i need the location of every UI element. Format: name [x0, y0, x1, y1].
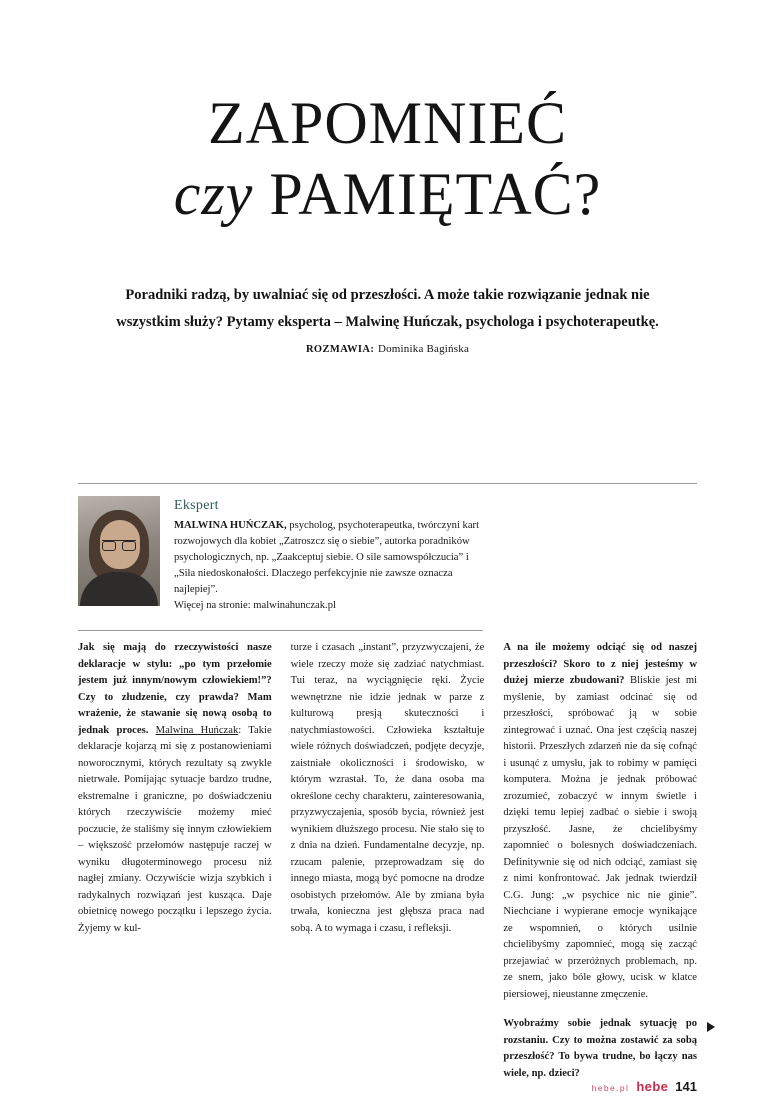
expert-name: MALWINA HUŃCZAK, [174, 520, 287, 531]
page-number: 141 [675, 1079, 697, 1094]
answer-2: Bliskie jest mi myślenie, by zamiast odcinać się od przeszłości, spróbować ją w sobie zintegrować i uznać. Ona jest częścią naszej historii. Przeszłych zdarzeń nie da się cofnąć i usunąć z umysłu, jak to robimy w pamięci komputera. Można je jednak próbować zrozumieć, zobaczyć w innym świetle i dzięki temu lepiej zadbać o siebie i swoją przyszłość. Jasne, że chcielibyśmy zapomnieć o bolesnych doświadczeniach. Definitywnie się od nich odciąć, zamiast się z nimi konfrontować. Jak jednak twierdził C.G. Jung: „w psychice nic nie ginie”. Niechciane i wypierane emocje wynikające ze wspomnień, o których usilnie chcielibyśmy zapomnieć, mogą się zacząć przejawiać w przeróżnych problemach, np. ze snem, jako bóle głowy, ucisk w klatce piersiowej, nieustanne zmęczenie. [503, 675, 698, 1000]
lead-text: Poradniki radzą, by uwalniać się od przeszłości. A może takie rozwiązanie jednak nie wszystkim służy? Pytamy eksperta – Malwinę Huńczak, psychologa i psychoterapeutkę. [116, 286, 659, 330]
expert-label: Ekspert [174, 498, 219, 513]
footer-brand: hebe [636, 1079, 669, 1094]
column-1 [78, 640, 272, 1082]
expert-info [174, 496, 483, 615]
divider-top [78, 483, 697, 484]
question-1: Jak się mają do rzeczywistości nasze deklaracje w stylu: „po tym przełomie jestem już innym/nowym człowiekiem!”? Czy to złudzenie, czy prawda? Mam wrażenie, że stawanie się nową osobą to jednak proces. [78, 642, 272, 736]
glasses-icon [102, 540, 136, 549]
footer-url: hebe.pl [591, 1083, 630, 1093]
lead-paragraph [115, 282, 660, 362]
expert-description: psycholog, psychoterapeutka, twórczyni kart rozwojowych dla kobiet „Zatroszcz się o siebie”, autorka poradników psychologicznych, np. „Zaakceptuj siebie. O sile samowspółczucia” i „Siła niedoskonałości. Dlaczego perfekcyjnie nie zawsze oznacza najlepiej”. [174, 520, 480, 596]
column-3-text [503, 640, 697, 1082]
headline-rest-word: PAMIĘTAĆ? [253, 161, 602, 227]
expert-bio [174, 518, 483, 615]
expert-box [78, 496, 483, 615]
article-columns [78, 640, 697, 1082]
page-footer [592, 1079, 697, 1094]
column-2-text: turze i czasach „instant”, przyzwyczajeni, że wiele rzeczy może się zadziać natychmiast. Tui teraz, na wyciągnięcie ręki. Życie wewnętrzne nie idzie jednak w parze z kulturową presją skuteczności i natychmiastowości. Człowieka kształtuje wiele różnych doświadczeń, podjęte decyzje, zaistniałe okoliczności i środowisko, w którym wzrastał. To, że dana osoba ma określone cechy charakteru, zainteresowania, przyzwyczajenia, sposób bycia, również jest wynikiem dłuższego procesu. Nie stało się to z dnia na dzień. Fundamentalne decyzje, np. rzucam palenie, przeprowadzam się do innego miasta, mogą być pomocne na drodze osobistych przełomów. Ale by zmiana była trwała, konieczna jest głębsza praca nad sobą. A to wymaga i czasu, i refleksji. [290, 642, 485, 934]
headline-line-1: ZAPOMNIEĆ [207, 90, 567, 156]
divider-middle [78, 630, 483, 631]
byline-label: ROZMAWIA: [305, 344, 375, 356]
headline-line-2 [78, 159, 697, 230]
magazine-page [0, 92, 775, 1112]
byline-name: Dominika Bagińska [377, 343, 470, 356]
expert-website: Więcej na stronie: malwinahunczak.pl [174, 600, 336, 612]
column-2 [291, 640, 485, 1082]
question-2: A na ile możemy odciąć się od naszej przeszłości? Skoro to z niej jesteśmy w dużej mierze zbudowani? [503, 642, 698, 687]
page-title [78, 92, 697, 230]
expert-portrait-photo [78, 496, 160, 606]
column-3 [503, 640, 697, 1082]
question-3: Wyobraźmy sobie jednak sytuację po rozstaniu. Czy to można zostawić za sobą przeszłość? To bywa trudne, bo łączy nas wiele, np. dzieci? [503, 1018, 698, 1079]
headline-italic-word: czy [173, 161, 254, 227]
answer-1: : Takie deklaracje kojarzą mi się z postanowieniami noworocznymi, których rezultaty są zwykle nietrwałe. Pomijając sytuacje bardzo trudne, ekstremalne i graniczne, po doświadczeniu których rzeczywiście możemy mieć poczucie, że staliśmy się innym człowiekiem – większość przełomów następuje raczej w wyniku długoterminowego procesu niż nagłej zmiany. Oczywiście wizja szybkich i radykalnych rozwiązań jest kusząca. Daje obietnicę nowego początku i lepszego życia. Żyjemy w kul- [78, 724, 272, 934]
continue-arrow-icon [707, 1022, 715, 1032]
speaker-name: Malwina Huńczak [155, 724, 239, 736]
column-1-text [78, 640, 272, 937]
